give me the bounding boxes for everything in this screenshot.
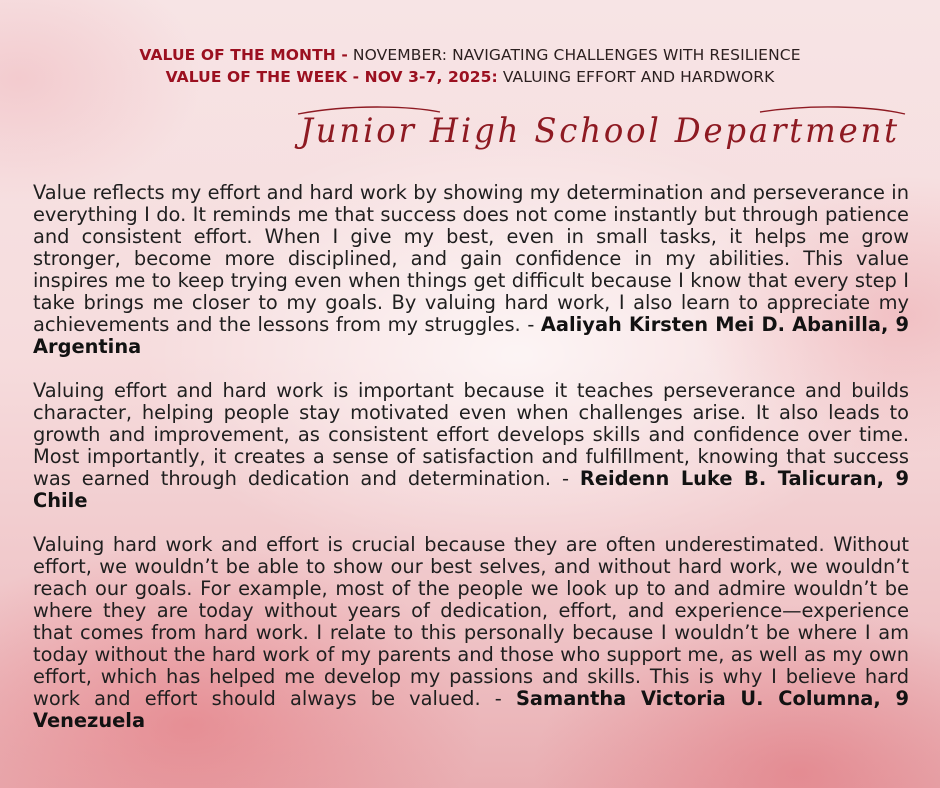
reflection-author: Reidenn Luke B. Talicuran, 9 Chile <box>33 467 909 512</box>
month-text: NOVEMBER: NAVIGATING CHALLENGES WITH RESILIENCE <box>352 46 801 64</box>
department-title-text: Junior High School Department <box>294 111 900 151</box>
reflection-author: Aaliyah Kirsten Mei D. Abanilla, 9 Argentina <box>33 313 909 358</box>
reflection-entry <box>33 380 909 512</box>
reflection-entry <box>33 182 909 358</box>
reflection-author: Samantha Victoria U. Columna, 9 Venezuela <box>33 687 909 732</box>
reflection-entry <box>33 534 909 732</box>
week-label: VALUE OF THE WEEK - NOV 3-7, 2025: <box>165 68 498 86</box>
reflection-text: Valuing hard work and effort is crucial because they are often underestimated. Without effort, we wouldn’t be able to show our best selves, and without hard work, we wouldn’t reach our goals. For example, most of the people we look up to and admire wouldn’t be where they are today without years of dedication, effort, and experience—experience that comes from hard work. I relate to this personally because I wouldn’t be where I am today without the hard work of my parents and those who support me, as well as my own effort, which has helped me develop my passions and skills. This is why I believe hard work and effort should always be valued. - <box>33 533 909 710</box>
week-text: VALUING EFFORT AND HARDWORK <box>502 68 775 86</box>
department-title <box>290 100 910 162</box>
reflection-text: Value reflects my effort and hard work by showing my determination and perseverance in everything I do. It reminds me that success does not come instantly but through patience and consistent effort. When I give my best, even in small tasks, it helps me grow stronger, become more disciplined, and gain confidence in my abilities. This value inspires me to keep trying even when things get difficult because I know that every step I take brings me closer to my goals. By valuing hard work, I also learn to appreciate my achievements and the lessons from my struggles. - <box>33 181 909 336</box>
value-of-the-week <box>0 66 940 88</box>
reflection-text: Valuing effort and hard work is important because it teaches perseverance and builds character, helping people stay motivated even when challenges arise. It also leads to growth and improvement, as consistent effort develops skills and confidence over time. Most importantly, it creates a sense of satisfaction and fulfillment, knowing that success was earned through dedication and determination. - <box>33 379 909 490</box>
month-label: VALUE OF THE MONTH - <box>139 46 348 64</box>
value-of-the-month <box>0 44 940 66</box>
reflections <box>33 182 909 754</box>
header <box>0 44 940 88</box>
